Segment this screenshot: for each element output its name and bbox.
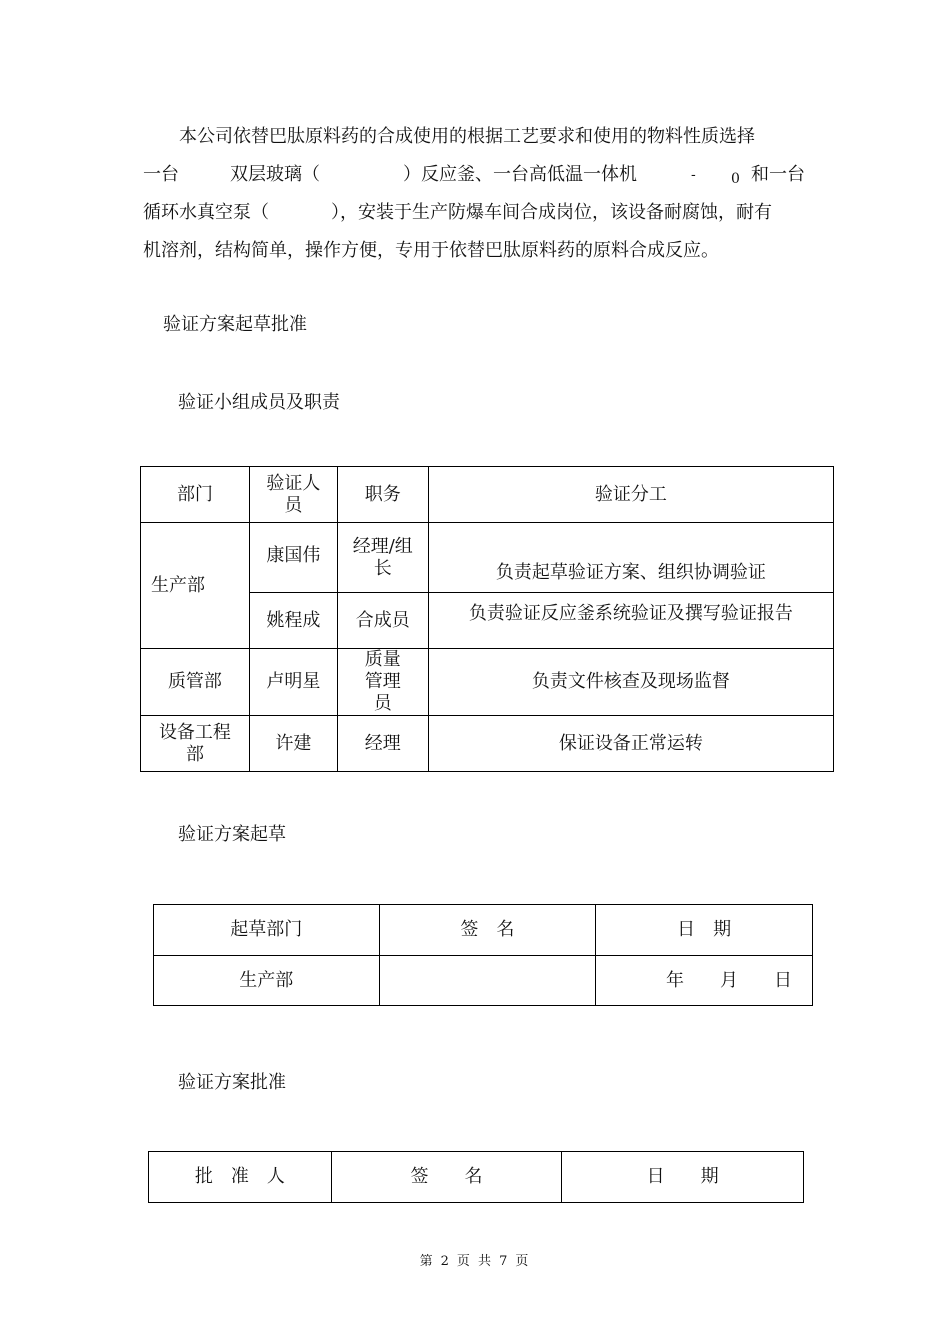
intro-paragraph [143, 118, 813, 270]
cell-duty: 负责验证反应釜系统验证及撰写验证报告 [428, 593, 833, 649]
page-total: 7 [499, 1254, 510, 1269]
header-approve-date: 日 期 [562, 1152, 804, 1203]
intro-line-3-a: 循环水真空泵（ [143, 202, 269, 223]
intro-line-2-e: 0 [731, 171, 740, 187]
intro-line-2-d: - [691, 167, 696, 183]
cell-duty: 负责起草验证方案、组织协调验证 [428, 523, 833, 593]
footer-suffix: 页 [515, 1254, 531, 1269]
intro-line-2-f: 和一台 [751, 164, 805, 185]
table-row [141, 523, 834, 593]
footer-mid: 页 共 [456, 1254, 494, 1269]
intro-line-3-b: ），安装于生产防爆车间合成岗位，该设备耐腐蚀，耐有 [331, 202, 772, 223]
cell-person: 姚程成 [249, 593, 337, 649]
intro-line-2-a: 一台 [143, 164, 179, 185]
table-row [141, 716, 834, 772]
cell-person: 康国伟 [249, 523, 337, 593]
header-date: 日 期 [596, 905, 813, 956]
cell-draft-dept: 生产部 [154, 956, 380, 1006]
header-approve-sign: 签 名 [331, 1152, 562, 1203]
cell-title: 经理/组长 [337, 523, 428, 593]
table-row [141, 649, 834, 716]
footer-prefix: 第 [419, 1254, 435, 1269]
header-duty: 验证分工 [428, 467, 833, 523]
cell-person: 许建 [249, 716, 337, 772]
team-table [140, 466, 834, 772]
draft-table [153, 904, 813, 1006]
cell-sign [379, 956, 596, 1006]
table-row [154, 956, 813, 1006]
page-number: 2 [440, 1254, 451, 1269]
heading-draft: 验证方案起草 [178, 824, 286, 845]
cell-duty: 保证设备正常运转 [428, 716, 833, 772]
intro-line-4: 机溶剂，结构简单，操作方便，专用于依替巴肽原料药的原料合成反应。 [143, 240, 719, 261]
intro-line-3 [143, 194, 813, 232]
cell-duty: 负责文件核查及现场监督 [428, 649, 833, 716]
cell-dept: 生产部 [141, 523, 250, 649]
approve-table-header [149, 1152, 804, 1203]
cell-person: 卢明星 [249, 649, 337, 716]
draft-table-header [154, 905, 813, 956]
cell-title: 合成员 [337, 593, 428, 649]
header-person: 验证人员 [249, 467, 337, 523]
intro-line-2-c: ）反应釜、一台高低温一体机 [403, 164, 637, 185]
header-dept: 部门 [141, 467, 250, 523]
heading-team: 验证小组成员及职责 [178, 392, 340, 413]
intro-line-2-b: 双层玻璃（ [230, 164, 320, 185]
cell-dept: 质管部 [141, 649, 250, 716]
header-approver: 批 准 人 [149, 1152, 332, 1203]
heading-draft-approval: 验证方案起草批准 [163, 314, 307, 335]
header-sign: 签 名 [379, 905, 596, 956]
intro-line-1: 本公司依替巴肽原料药的合成使用的根据工艺要求和使用的物料性质选择 [179, 126, 755, 147]
page-footer [0, 1250, 950, 1269]
cell-dept: 设备工程部 [141, 716, 250, 772]
cell-date: 年 月 日 [596, 956, 813, 1006]
header-title: 职务 [337, 467, 428, 523]
header-draft-dept: 起草部门 [154, 905, 380, 956]
intro-line-2 [143, 156, 813, 194]
team-table-header [141, 467, 834, 523]
heading-approval: 验证方案批准 [178, 1072, 286, 1093]
approve-table [148, 1151, 804, 1203]
cell-title: 质量管理员 [337, 649, 428, 716]
cell-title: 经理 [337, 716, 428, 772]
